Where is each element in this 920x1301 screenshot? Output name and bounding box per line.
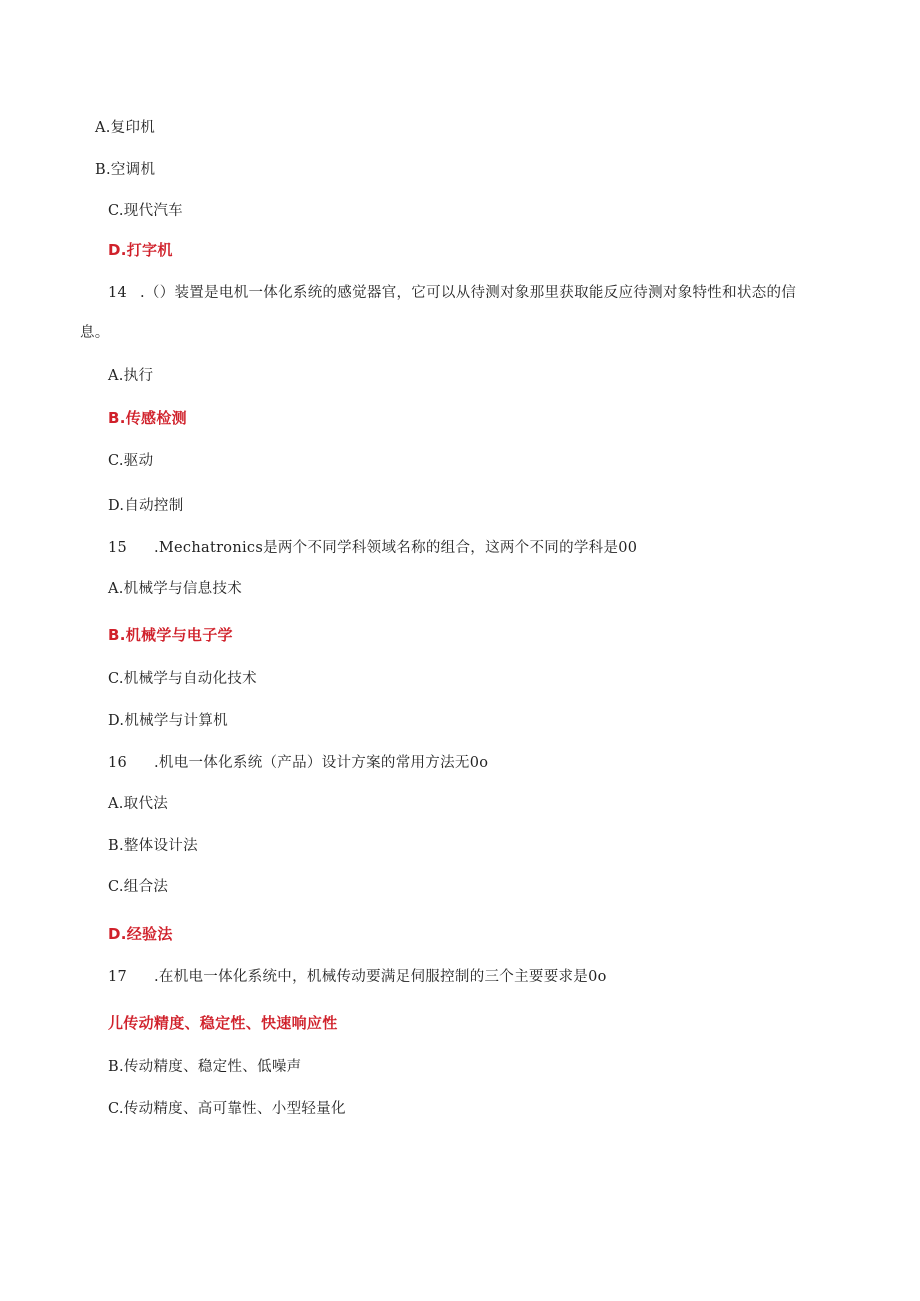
q14-answer: B.传感检测 (108, 409, 187, 427)
q14-text-line1: .（）装置是电机一体化系统的感觉器官，它可以从待测对象那里获取能反应待测对象特性和状态的信 (140, 285, 797, 301)
q13-answer: D.打字机 (108, 241, 173, 259)
q17-text: .在机电一体化系统中，机械传动要满足伺服控制的三个主要要求是0o (154, 969, 607, 985)
q15-option-d: D.机械学与计算机 (108, 713, 228, 729)
q17-answer: 儿传动精度、稳定性、快速响应性 (108, 1014, 338, 1032)
q15-option-c: C.机械学与自动化技术 (108, 671, 257, 687)
q16-stem (108, 753, 488, 773)
q13-option-c: C.现代汽车 (108, 203, 183, 219)
q17-option-c: C.传动精度、高可靠性、小型轻量化 (108, 1101, 346, 1117)
q15-text: .Mechatronics是两个不同学科领域名称的组合，这两个不同的学科是00 (154, 540, 638, 556)
q16-option-c: C.组合法 (108, 879, 169, 895)
q16-option-a: A.取代法 (108, 796, 169, 812)
q15-stem (108, 538, 637, 558)
q15-number: 15 (108, 540, 128, 556)
q16-number: 16 (108, 755, 128, 771)
q16-answer: D.经验法 (108, 925, 173, 943)
q16-option-b: B.整体设计法 (108, 838, 198, 854)
q13-option-b: B.空调机 (95, 162, 156, 178)
q17-number: 17 (108, 969, 128, 985)
q14-number: 14 (108, 285, 128, 301)
q15-option-a: A.机械学与信息技术 (108, 581, 243, 597)
q14-stem (108, 283, 796, 303)
q17-option-b: B.传动精度、稳定性、低噪声 (108, 1059, 302, 1075)
q17-stem (108, 967, 607, 987)
q16-text: .机电一体化系统（产品）设计方案的常用方法无0o (154, 755, 489, 771)
q14-option-a: A.执行 (108, 368, 154, 384)
q14-option-d: D.自动控制 (108, 498, 184, 514)
q13-option-a: A.复印机 (95, 120, 156, 136)
q15-answer: B.机械学与电子学 (108, 626, 233, 644)
q14-text-line2: 息。 (80, 325, 110, 341)
q14-option-c: C.驱动 (108, 453, 154, 469)
